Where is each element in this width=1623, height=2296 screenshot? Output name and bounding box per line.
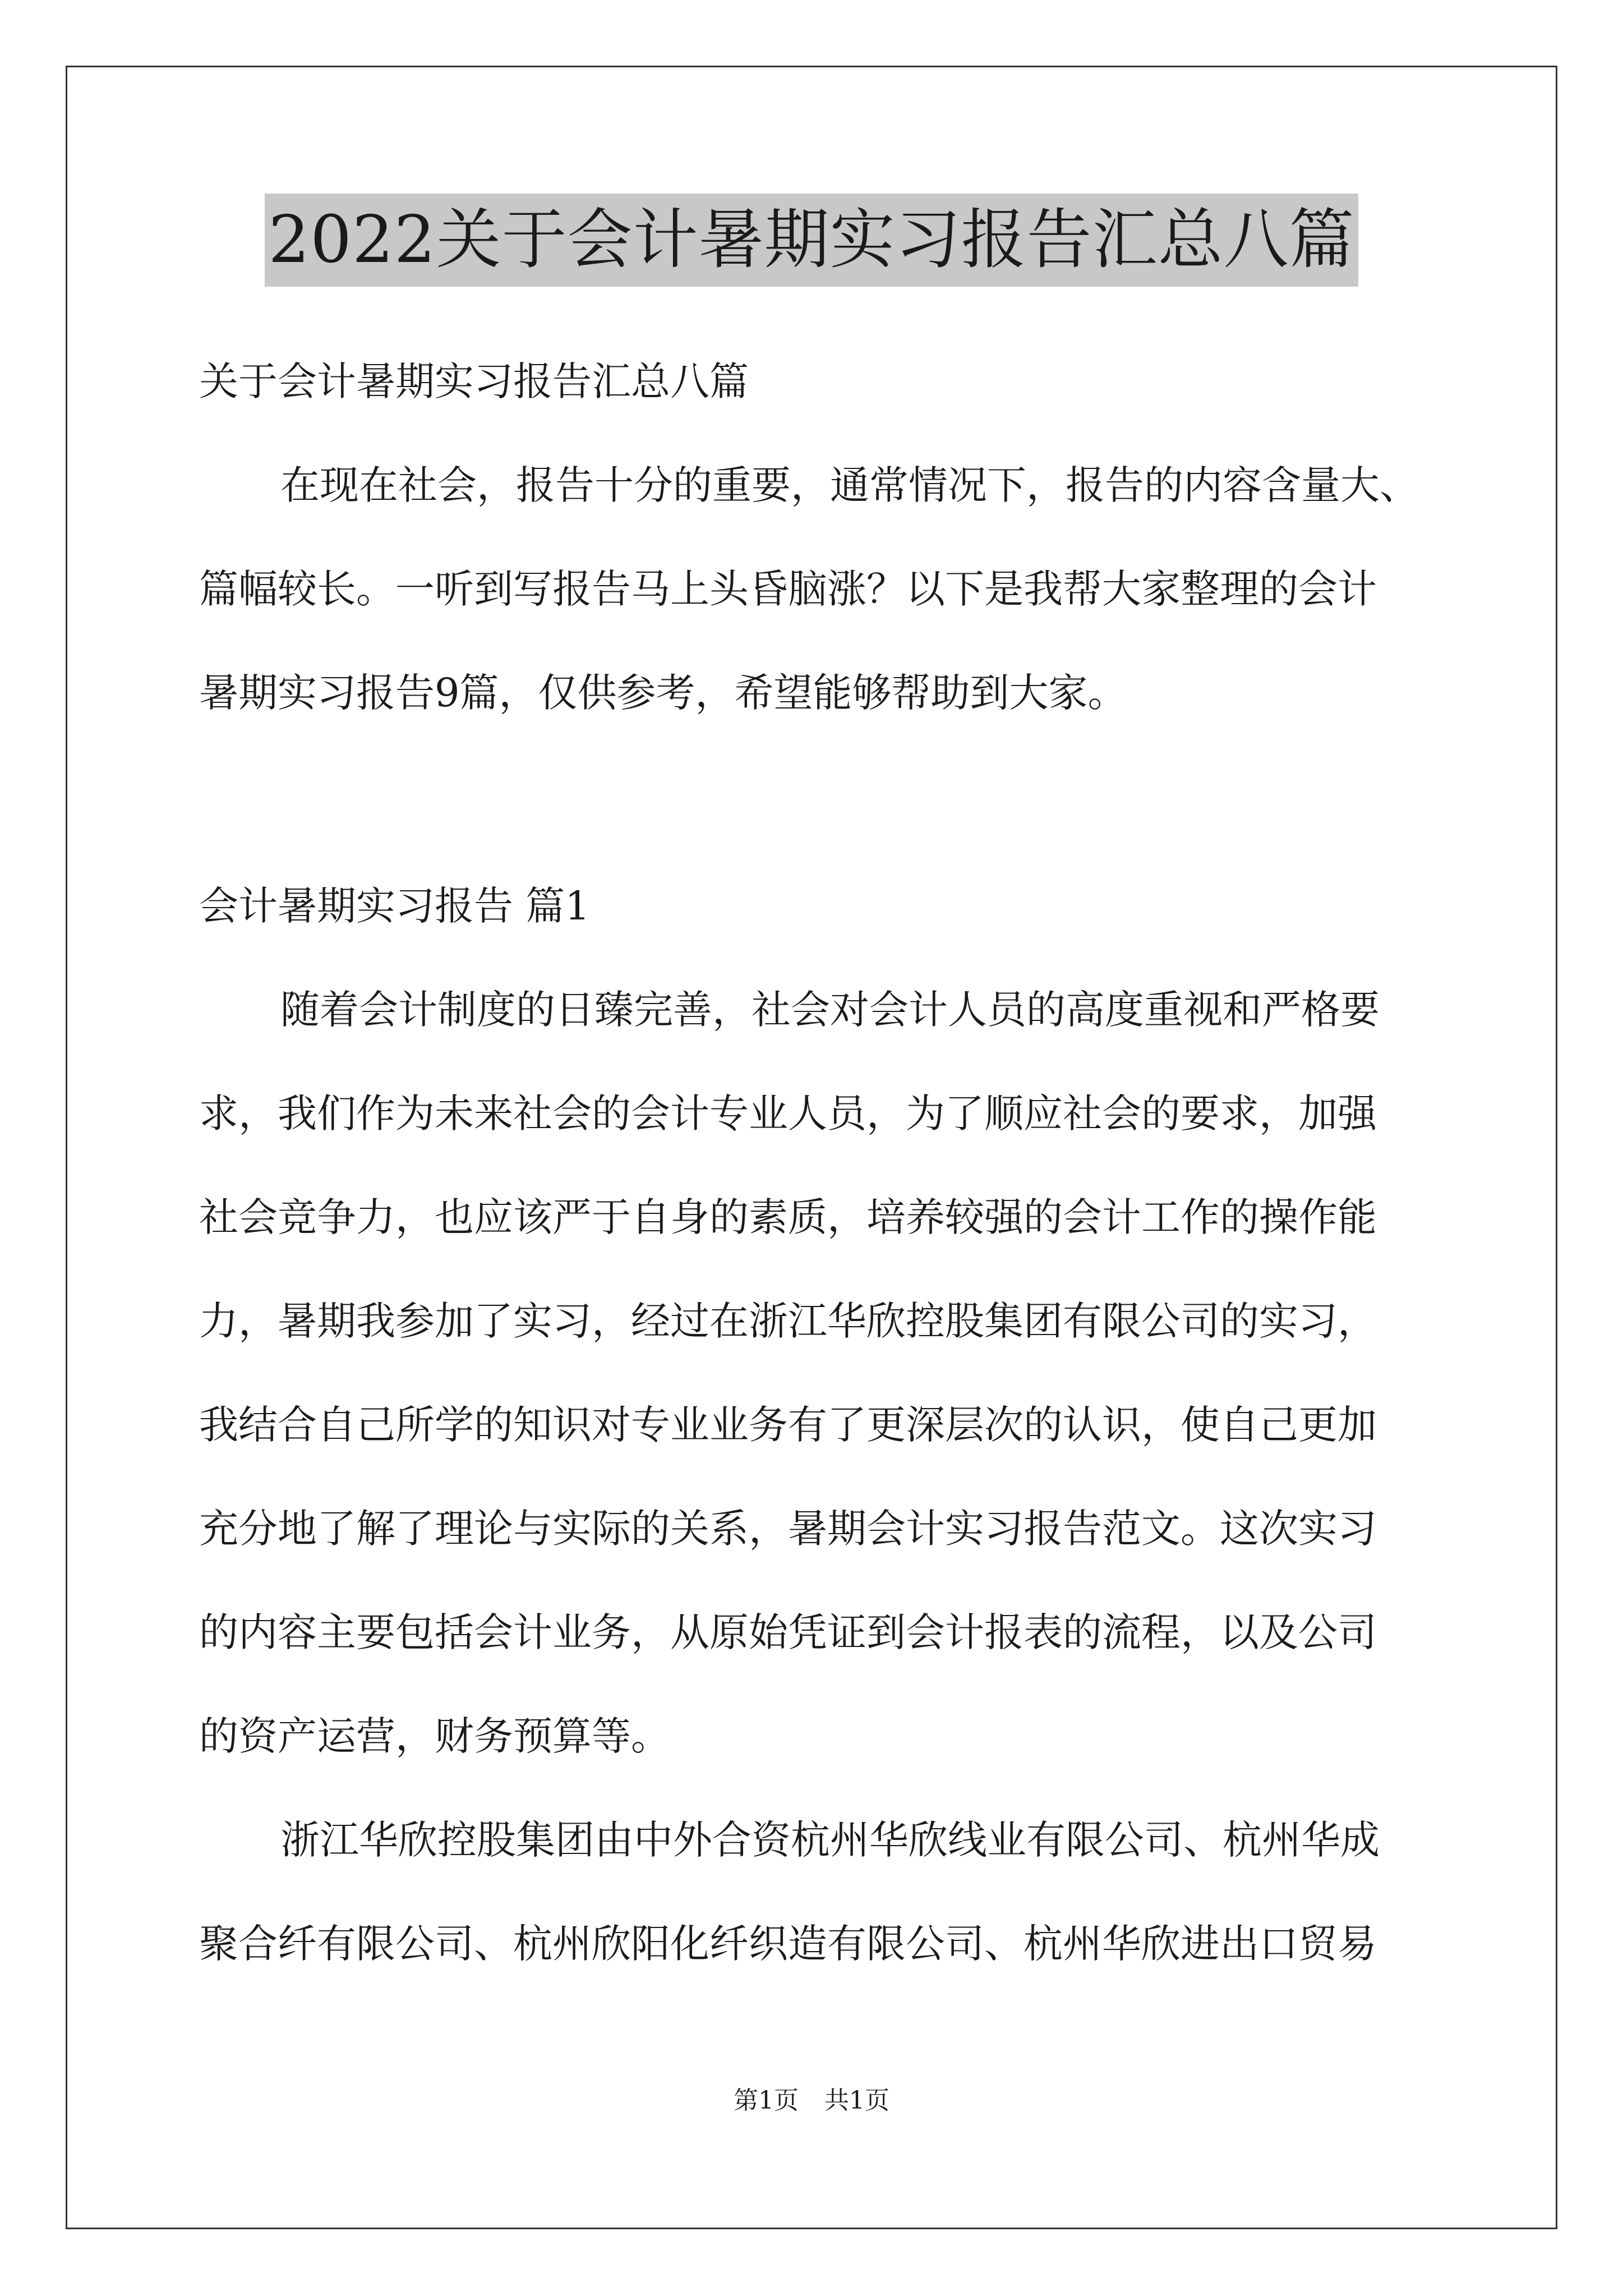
document-title xyxy=(0,194,1623,287)
document-subtitle: 关于会计暑期实习报告汇总八篇 xyxy=(199,358,749,404)
section-heading: 会计暑期实习报告 篇1 xyxy=(199,883,590,929)
page-number: 第1页 xyxy=(734,2086,799,2115)
paragraph-line: 充分地了解了理论与实际的关系，暑期会计实习报告范文。这次实习 xyxy=(199,1506,1377,1552)
document-title-text: 2022关于会计暑期实习报告汇总八篇 xyxy=(265,194,1358,287)
paragraph-line: 的资产运营，财务预算等。 xyxy=(199,1713,670,1759)
paragraph-line: 力，暑期我参加了实习，经过在浙江华欣控股集团有限公司的实习， xyxy=(199,1298,1377,1344)
paragraph-line: 随着会计制度的日臻完善，社会对会计人员的高度重视和严格要 xyxy=(280,987,1380,1033)
page-total: 共1页 xyxy=(824,2086,889,2115)
paragraph-line: 求，我们作为未来社会的会计专业人员，为了顺应社会的要求，加强 xyxy=(199,1091,1377,1137)
paragraph-line: 社会竞争力，也应该严于自身的素质，培养较强的会计工作的操作能 xyxy=(199,1194,1377,1240)
intro-line: 篇幅较长。一听到写报告马上头昏脑涨？以下是我帮大家整理的会计 xyxy=(199,566,1377,612)
intro-line: 在现在社会，报告十分的重要，通常情况下，报告的内容含量大、 xyxy=(280,462,1419,508)
paragraph-line: 浙江华欣控股集团由中外合资杭州华欣线业有限公司、杭州华成 xyxy=(280,1817,1380,1863)
paragraph-line: 我结合自己所学的知识对专业业务有了更深层次的认识，使自己更加 xyxy=(199,1402,1377,1448)
paragraph-line: 的内容主要包括会计业务，从原始凭证到会计报表的流程，以及公司 xyxy=(199,1609,1377,1655)
intro-line: 暑期实习报告9篇，仅供参考，希望能够帮助到大家。 xyxy=(199,670,1127,716)
page-footer xyxy=(0,2084,1623,2118)
paragraph-line: 聚合纤有限公司、杭州欣阳化纤织造有限公司、杭州华欣进出口贸易 xyxy=(199,1921,1377,1967)
